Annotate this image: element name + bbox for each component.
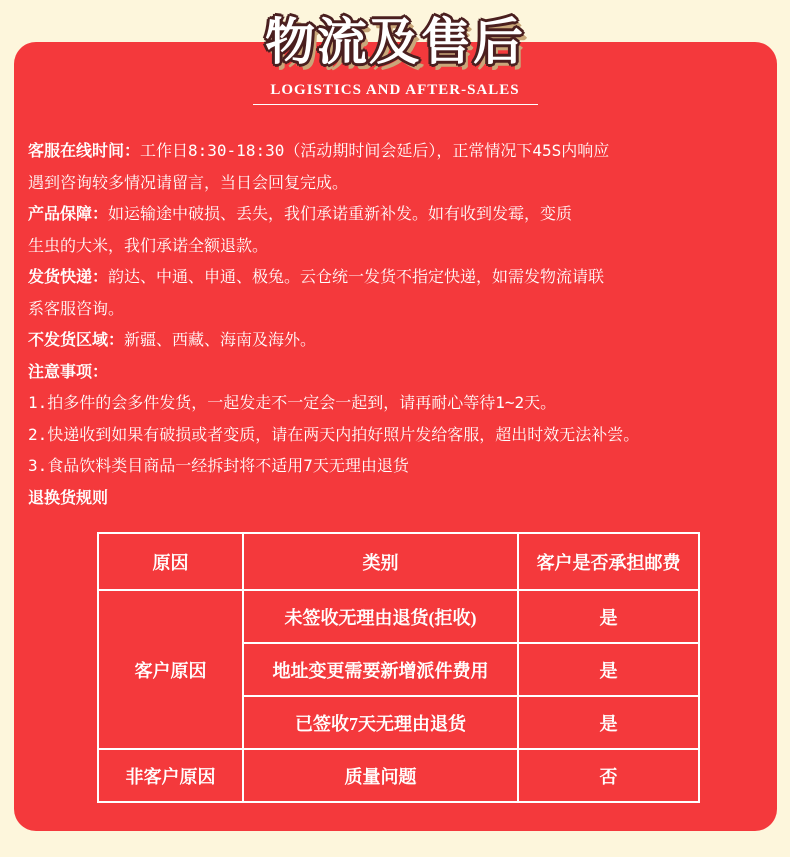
guarantee-text: 如运输途中破损、丢失，我们承诺重新补发。如有收到发霉，变质 bbox=[108, 204, 573, 223]
header-pays-shipping: 客户是否承担邮费 bbox=[518, 533, 699, 590]
category-cell: 地址变更需要新增派件费用 bbox=[243, 643, 518, 696]
page-title: 物流及售后 bbox=[265, 13, 525, 71]
service-hours-label: 客服在线时间： bbox=[28, 141, 141, 160]
pays-cell: 是 bbox=[518, 643, 699, 696]
note-item-3: 3.食品饮料类目商品一经拆封将不适用7天无理由退货 bbox=[28, 456, 409, 475]
subtitle-underline bbox=[253, 104, 538, 105]
customer-reason-cell: 客户原因 bbox=[98, 590, 243, 749]
return-rules-table bbox=[97, 532, 700, 803]
note-item-2: 2.快递收到如果有破损或者变质，请在两天内拍好照片发给客服，超出时效无法补尝。 bbox=[28, 424, 640, 444]
pays-cell: 否 bbox=[518, 749, 699, 802]
note-item-1: 1.拍多件的会多件发货，一起发走不一定会一起到，请再耐心等待1~2天。 bbox=[28, 393, 557, 412]
excluded-text: 新疆、西藏、海南及海外。 bbox=[124, 330, 317, 349]
pays-cell: 是 bbox=[518, 590, 699, 643]
pays-cell: 是 bbox=[518, 696, 699, 749]
guarantee-label: 产品保障： bbox=[28, 204, 109, 223]
service-hours-line1 bbox=[28, 135, 778, 167]
excluded-line bbox=[28, 324, 778, 356]
table-header-row bbox=[98, 533, 699, 590]
notes-label: 注意事项： bbox=[28, 361, 109, 381]
service-hours-line2: 遇到咨询较多情况请留言，当日会回复完成。 bbox=[28, 172, 349, 192]
category-cell: 未签收无理由退货(拒收) bbox=[243, 590, 518, 643]
return-rules-label: 退换货规则 bbox=[28, 487, 109, 507]
category-cell: 质量问题 bbox=[243, 749, 518, 802]
header-reason: 原因 bbox=[98, 533, 243, 590]
shipping-line2: 系客服咨询。 bbox=[28, 298, 125, 318]
service-hours-text: 工作日8:30-18:30（活动期时间会延后），正常情况下45S内响应 bbox=[140, 141, 610, 160]
guarantee-line1 bbox=[28, 198, 778, 230]
non-customer-reason-cell: 非客户原因 bbox=[98, 749, 243, 802]
table-row bbox=[98, 590, 699, 643]
guarantee-line2: 生虫的大米，我们承诺全额退款。 bbox=[28, 235, 269, 255]
shipping-label: 发货快递： bbox=[28, 267, 109, 286]
category-cell: 已签收7天无理由退货 bbox=[243, 696, 518, 749]
excluded-label: 不发货区域： bbox=[28, 330, 125, 349]
shipping-text: 韵达、中通、申通、极兔。云仓统一发货不指定快递，如需发物流请联 bbox=[108, 267, 605, 286]
info-section bbox=[28, 135, 778, 513]
shipping-line1 bbox=[28, 261, 778, 293]
table-row bbox=[98, 749, 699, 802]
header-category: 类别 bbox=[243, 533, 518, 590]
page-subtitle: LOGISTICS AND AFTER-SALES bbox=[270, 82, 520, 98]
